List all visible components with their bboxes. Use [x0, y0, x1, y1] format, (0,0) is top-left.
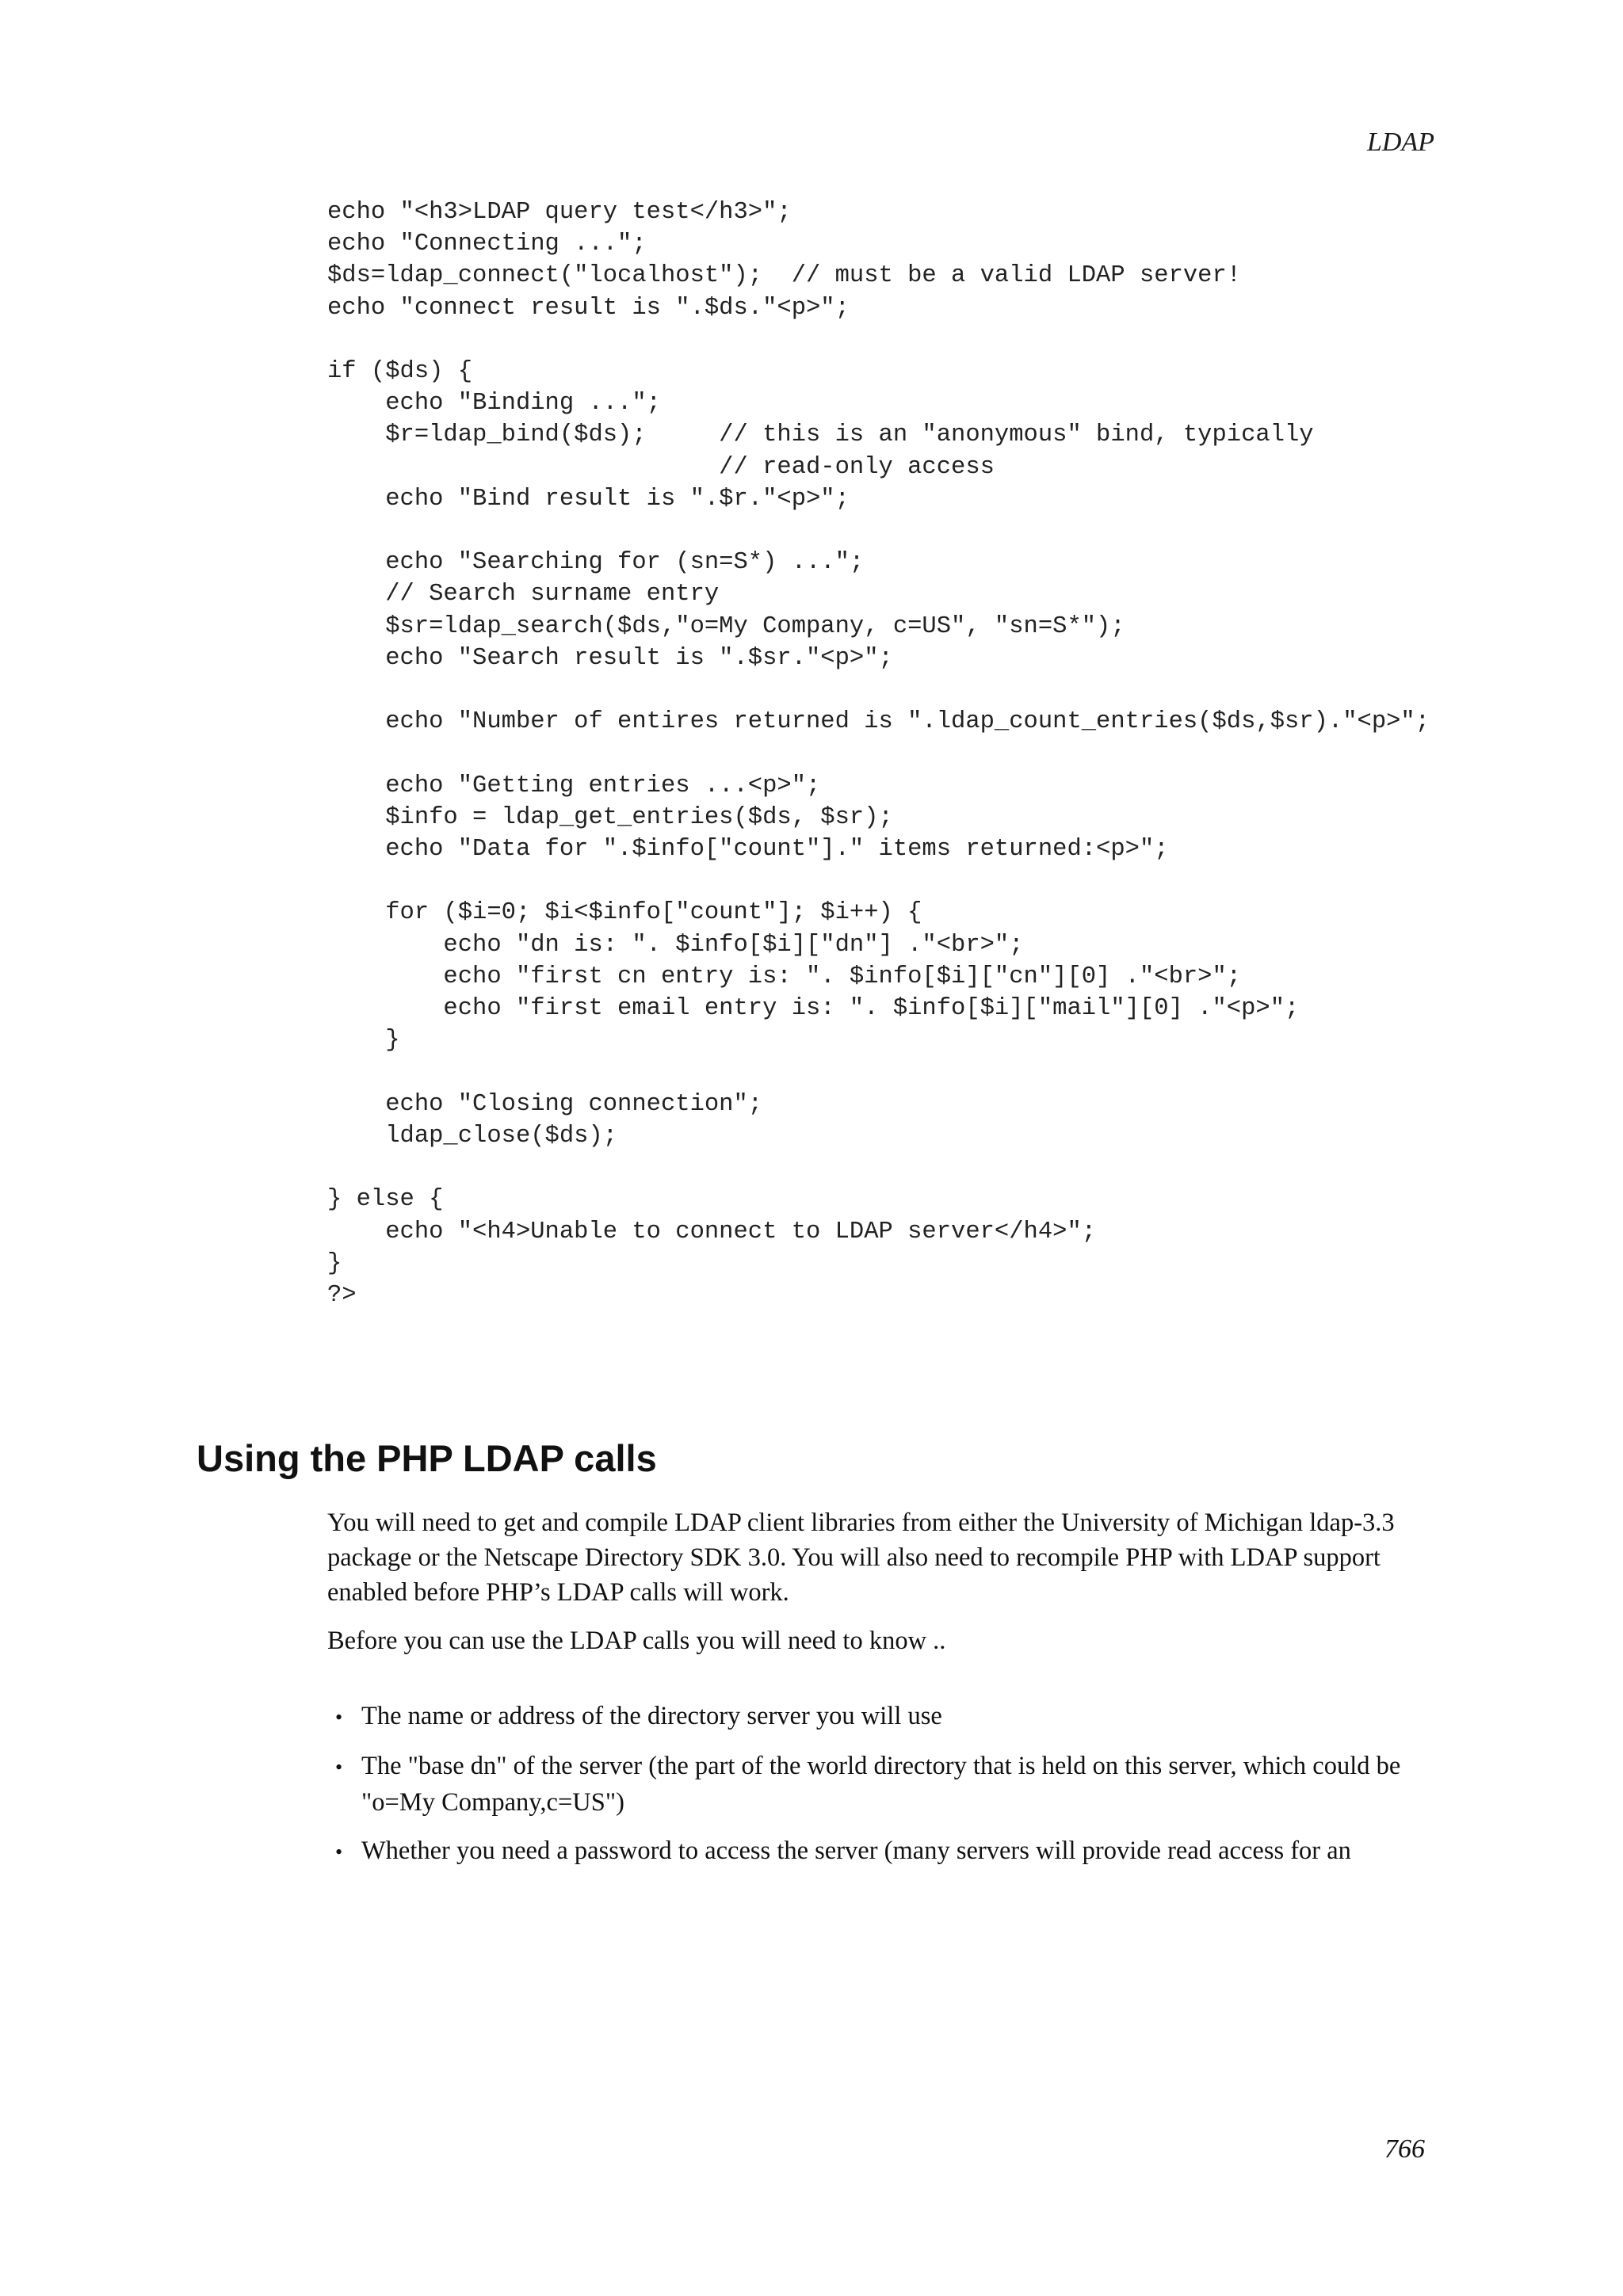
paragraph-prerequisites: Before you can use the LDAP calls you will need to know ..	[327, 1627, 946, 1655]
running-header: LDAP	[1367, 128, 1434, 157]
list-item	[327, 1699, 1437, 1735]
list-item-text: The name or address of the directory server you will use	[361, 1702, 942, 1730]
list-item-text: The "base dn" of the server (the part of the world directory that is held on this server, which could be "o=My Company,c=US")	[361, 1752, 1401, 1817]
page-number: 766	[1384, 2134, 1425, 2164]
section-heading: Using the PHP LDAP calls	[197, 1437, 657, 1479]
bullet-icon: •	[335, 1706, 343, 1729]
paragraph-ldap-libraries: You will need to get and compile LDAP client libraries from either the University of Michigan ldap-3.3 package or the Netscape Directory SDK 3.0. You will also need to recompile PHP with LDAP support enabled before PHP’s LDAP calls will work.	[327, 1508, 1395, 1607]
bullet-icon: •	[335, 1840, 343, 1863]
list-item	[327, 1833, 1437, 1870]
bullet-icon: •	[335, 1756, 343, 1779]
php-code-listing: echo "<h3>LDAP query test</h3>"; echo "Connecting ..."; $ds=ldap_connect("localhost"); // must be a valid LDAP server! echo "connect result is ".$ds."<p>"; if ($ds) { echo "Binding ..."; $r=ldap_bind($ds); // this is an "anonymous" bind, typically // read-only access echo "Bind result is ".$r."<p>"; echo "Searching for (sn=S*) ..."; // Search surname entry $sr=ldap_search($ds,"o=My Company, c=US", "sn=S*"); echo "Search result is ".$sr."<p>"; echo "Number of entires returned is ".ldap_count_entries($ds,$sr)."<p>"; echo "Getting entries ...<p>"; $info = ldap_get_entries($ds, $sr); echo "Data for ".$info["count"]." items returned:<p>"; for ($i=0; $i<$info["count"]; $i++) { echo "dn is: ". $info[$i]["dn"] ."<br>"; echo "first cn entry is: ". $info[$i]["cn"][0] ."<br>"; echo "first email entry is: ". $info[$i]["mail"][0] ."<p>"; } echo "Closing connection"; ldap_close($ds); } else { echo "<h4>Unable to connect to LDAP server</h4>"; } ?>	[327, 199, 1430, 1309]
prerequisite-list	[327, 1699, 1437, 1883]
list-item-text: Whether you need a password to access the server (many servers will provide read access for an	[361, 1836, 1351, 1865]
list-item	[327, 1749, 1437, 1820]
